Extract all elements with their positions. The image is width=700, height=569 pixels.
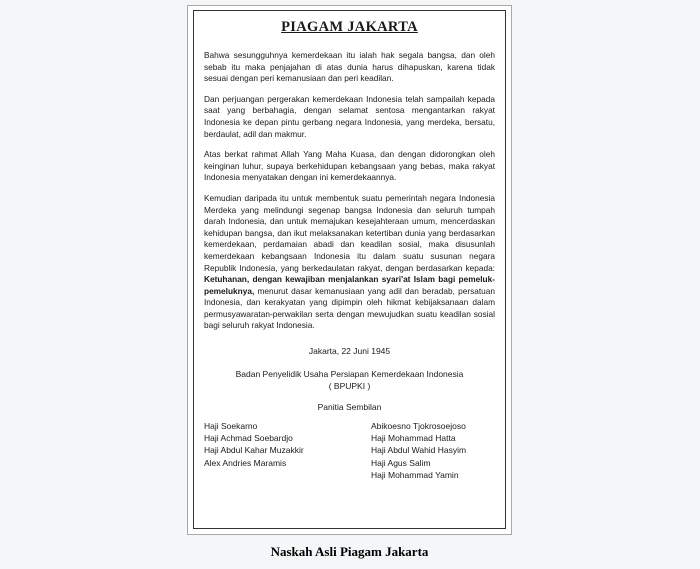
paragraph-4-part-1: Kemudian daripada itu untuk membentuk suatu pemerintah negara Indonesia Merdeka yang melindungi segenap bangsa Indonesia dan seluruh tumpah darah Indonesia, dan untuk memajukan kesejahteraan umum, mencerdaskan kehidupan bangsa, dan ikut melaksanakan ketertiban dunia yang berdasarkan kemerdekaan, perdamaian abadi dan keadilan sosial, maka disusunlah kemerdekaan kebangsaan Indonesia itu dalam suatu susunan negara Republik Indonesia, yang berkedaulatan rakyat, dengan berdasarkan kepada: [204, 192, 495, 273]
signatories [204, 420, 495, 481]
paragraph-1: Bahwa sesungguhnya kemerdekaan itu ialah hak segala bangsa, dan oleh sebab itu maka penjajahan di atas dunia harus dihapuskan, karena tidak sesuai dengan peri kemanusiaan dan peri keadilan. [204, 50, 495, 84]
signatory: Haji Agus Salim [371, 457, 431, 468]
document-page [193, 10, 506, 529]
paragraph-4 [204, 193, 495, 332]
paragraph-2: Dan perjuangan pergerakan kemerdekaan Indonesia telah sampailah kepada saat yang berbahagia, dengan selamat sentosa mengantarkan rakyat Indonesia ke depan pintu gerbang negara Indonesia, yang merdeka, bersatu, berdaulat, adil dan makmur. [204, 93, 495, 139]
signatories-right-column [371, 420, 491, 481]
signatories-left-column [204, 420, 304, 481]
body-name: Badan Penyelidik Usaha Persiapan Kemerdekaan Indonesia [235, 369, 464, 380]
document-date: Jakarta, 22 Juni 1945 [308, 346, 391, 357]
signatory: Haji Soekarno [204, 421, 258, 432]
signatory: Alex Andries Maramis [204, 457, 287, 468]
figure-caption: Naskah Asli Piagam Jakarta [270, 544, 429, 559]
committee-name: Panitia Sembilan [317, 402, 382, 413]
signatory: Haji Abdul Wahid Hasyim [371, 445, 467, 456]
signatory: Haji Abdul Kahar Muzakkir [204, 445, 304, 456]
body-abbreviation: ( BPUPKI ) [328, 381, 371, 392]
signatory: Abikoesno Tjokrosoejoso [371, 421, 466, 432]
paragraph-3: Atas berkat rahmat Allah Yang Maha Kuasa, dan dengan didorongkan oleh keinginan luhur, supaya berkehidupan kebangsaan yang bebas, maka rakyat Indonesia menyatakan dengan ini kemerdekaannya. [204, 149, 495, 183]
signatory: Haji Mohammad Hatta [371, 433, 456, 444]
document-title: PIAGAM JAKARTA [281, 19, 418, 35]
signatory: Haji Mohammad Yamin [371, 469, 459, 480]
signatory: Haji Achmad Soebardjo [204, 433, 293, 444]
paragraph-4-bold-clause: Ketuhanan, dengan kewajiban menjalankan syari'at Islam bagi pemeluk-pemeluknya, [204, 274, 495, 296]
paragraph-4-part-2: menurut dasar kemanusiaan yang adil dan beradab, persatuan Indonesia, dan kerakyatan yang dipimpin oleh hikmat kebijaksanaan dalam permusyawaratan-perwakilan serta dengan mewujudkan suatu keadilan sosial bagi seluruh rakyat Indonesia. [204, 285, 495, 331]
